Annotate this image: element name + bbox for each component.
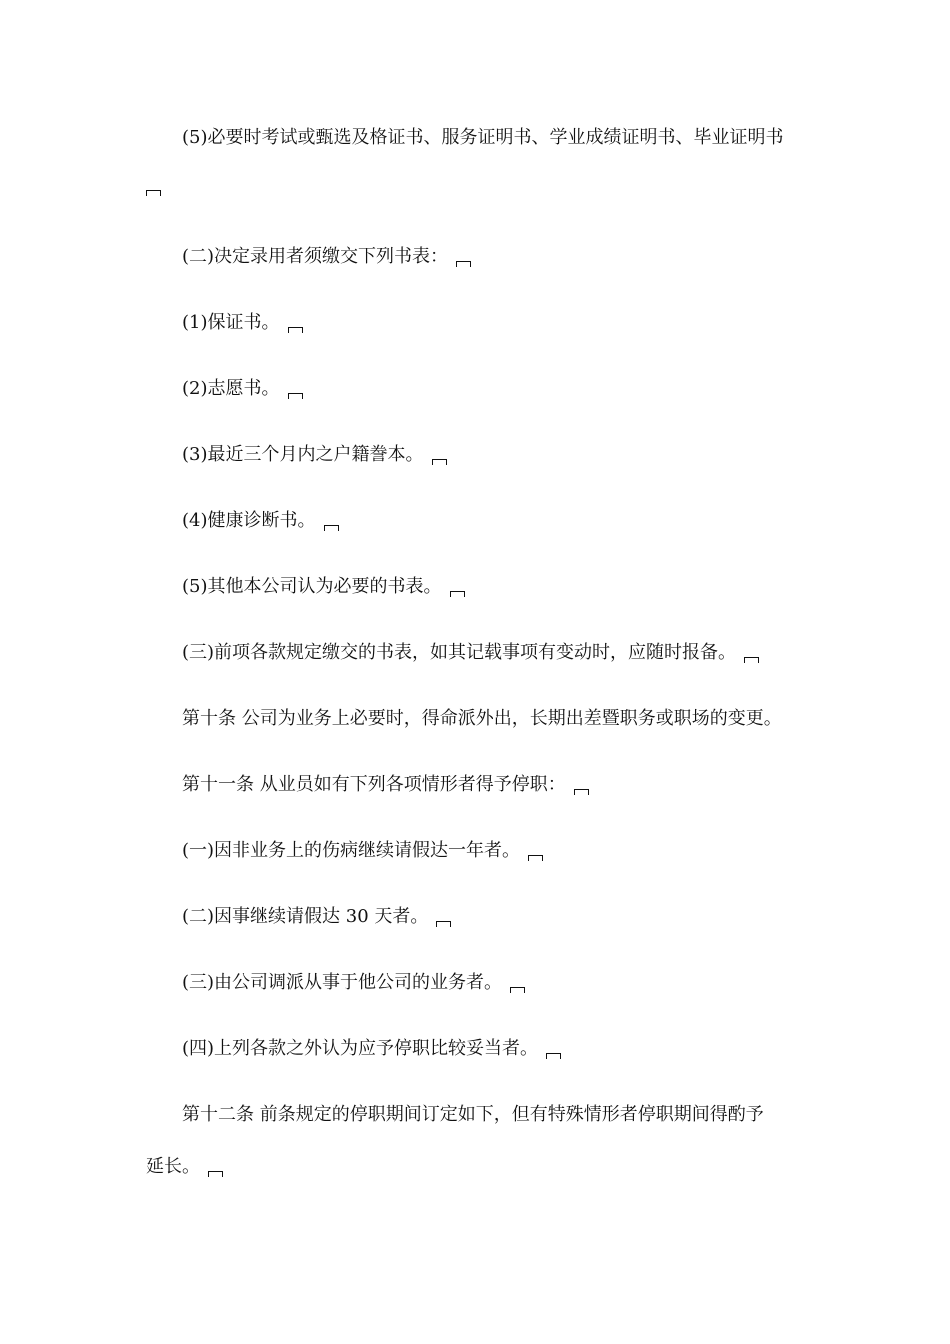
paragraph-text: (三)前项各款规定缴交的书表，如其记载事项有变动时，应随时报备。 <box>182 642 737 663</box>
paragraph-mark-icon <box>208 1171 223 1177</box>
paragraph-line-9 <box>182 641 759 665</box>
paragraph-mark-icon <box>450 591 465 597</box>
paragraph-text: (2)志愿书。 <box>182 378 280 399</box>
paragraph-text: (4)健康诊断书。 <box>182 510 316 531</box>
paragraph-text: (3)最近三个月内之户籍誊本。 <box>182 444 424 465</box>
paragraph-mark-icon <box>432 459 447 465</box>
paragraph-line-8 <box>182 575 465 599</box>
paragraph-mark-icon <box>436 921 451 927</box>
paragraph-mark-icon <box>528 855 543 861</box>
paragraph-text: (一)因非业务上的伤病继续请假达一年者。 <box>182 840 521 861</box>
paragraph-line-17 <box>146 1155 223 1179</box>
paragraph-text: (三)由公司调派从事于他公司的业务者。 <box>182 972 503 993</box>
paragraph-text: 第十条 公司为业务上必要时，得命派外出，长期出差暨职务或职场的变更。 <box>182 708 782 729</box>
paragraph-text: (四)上列各款之外认为应予停职比较妥当者。 <box>182 1038 539 1059</box>
paragraph-line-4 <box>182 311 303 335</box>
paragraph-line-6 <box>182 443 447 467</box>
paragraph-line-13 <box>182 905 451 929</box>
paragraph-mark-icon <box>744 657 759 663</box>
paragraph-line-5 <box>182 377 303 401</box>
paragraph-line-3 <box>182 245 471 269</box>
paragraph-line-12 <box>182 839 543 863</box>
paragraph-text: 第十二条 前条规定的停职期间订定如下，但有特殊情形者停职期间得酌予 <box>182 1104 764 1125</box>
paragraph-line-1 <box>182 126 784 150</box>
paragraph-text: (二)因事继续请假达 30 天者。 <box>182 906 429 927</box>
paragraph-mark-icon <box>324 525 339 531</box>
paragraph-mark-icon <box>546 1053 561 1059</box>
paragraph-line-7 <box>182 509 339 533</box>
paragraph-line-11 <box>182 773 589 797</box>
paragraph-text: (5)必要时考试或甄选及格证书、服务证明书、学业成绩证明书、毕业证明书 <box>182 127 784 148</box>
paragraph-text: (5)其他本公司认为必要的书表。 <box>182 576 442 597</box>
paragraph-text: (二)决定录用者须缴交下列书表： <box>182 246 449 267</box>
paragraph-mark-icon <box>288 327 303 333</box>
paragraph-mark-icon <box>574 789 589 795</box>
paragraph-text: 延长。 <box>146 1156 200 1177</box>
paragraph-mark-icon <box>456 261 471 267</box>
paragraph-mark-icon <box>510 987 525 993</box>
paragraph-mark-icon <box>288 393 303 399</box>
paragraph-line-14 <box>182 971 525 995</box>
paragraph-mark-icon <box>146 190 161 196</box>
paragraph-line-15 <box>182 1037 561 1061</box>
paragraph-line-16 <box>182 1103 764 1127</box>
paragraph-text: 第十一条 从业员如有下列各项情形者得予停职： <box>182 774 566 795</box>
paragraph-line-10 <box>182 707 782 731</box>
paragraph-text: (1)保证书。 <box>182 312 280 333</box>
